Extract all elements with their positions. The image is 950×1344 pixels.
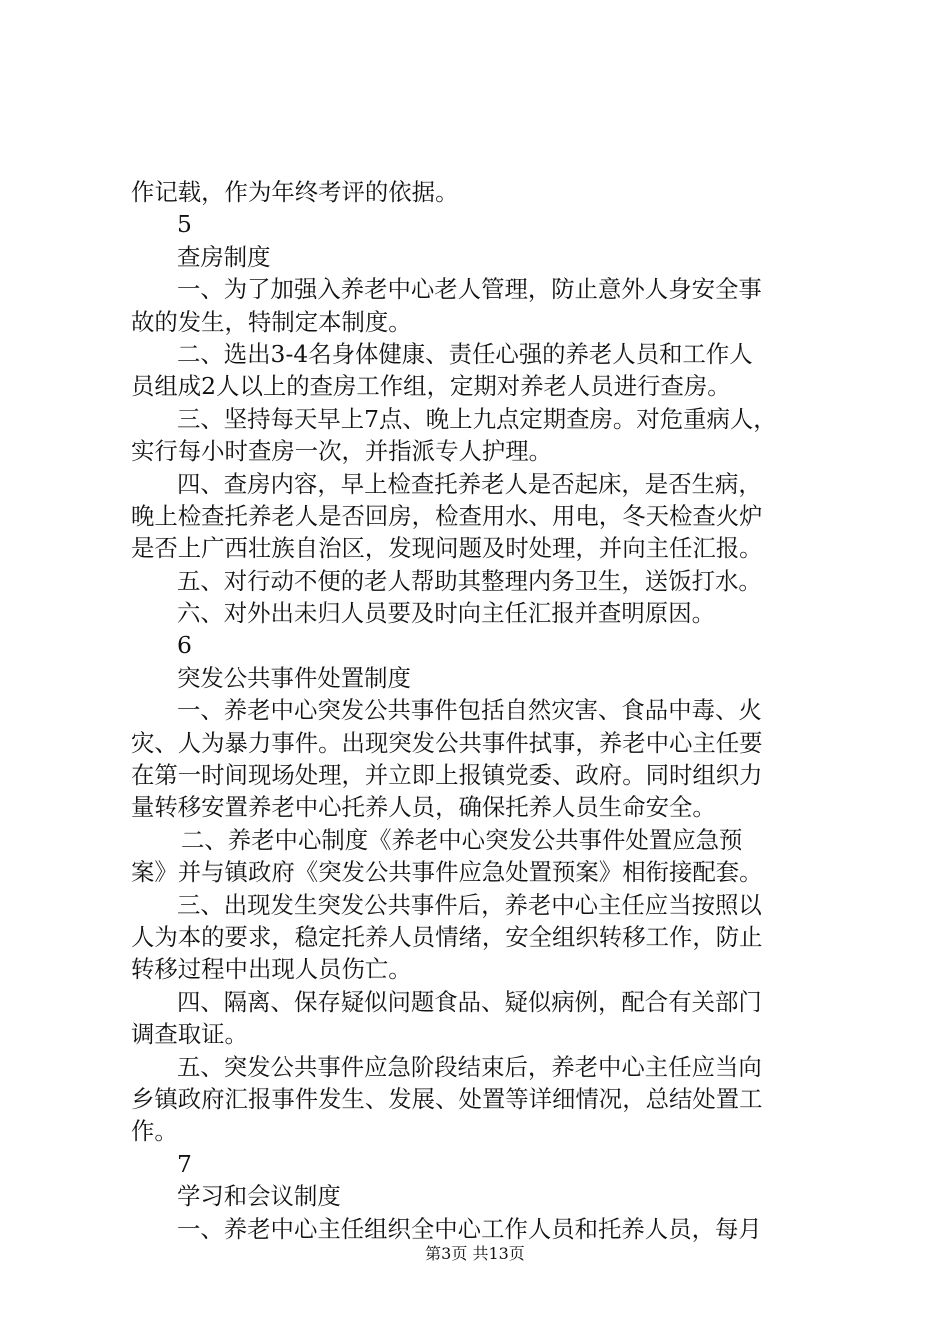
text-line: 人为本的要求，稳定托养人员情绪，安全组织转移工作，防止 (131, 922, 763, 951)
text-line: 量转移安置养老中心托养人员，确保托养人员生命安全。 (131, 793, 716, 822)
section-number: 5 (177, 210, 192, 239)
section-title: 学习和会议制度 (177, 1182, 341, 1211)
text-line: 一、为了加强入养老中心老人管理，防止意外人身安全事 (177, 275, 762, 304)
text-line: 实行每小时查房一次，并指派专人护理。 (131, 437, 553, 466)
text-line: 六、对外出未归人员要及时向主任汇报并查明原因。 (177, 599, 715, 628)
text-line: 员组成2人以上的查房工作组，定期对养老人员进行查房。 (131, 372, 731, 401)
text-line: 二、养老中心制度《养老中心突发公共事件处置应急预 (181, 825, 743, 854)
text-line: 三、坚持每天早上7点、晚上九点定期查房。对危重病人， (177, 404, 777, 433)
section-number: 6 (177, 631, 192, 660)
text-line: 是否上广西壮族自治区，发现问题及时处理，并向主任汇报。 (131, 534, 763, 563)
text-line: 灾、人为暴力事件。出现突发公共事件拭事，养老中心主任要 (131, 728, 763, 757)
text-line: 三、出现发生突发公共事件后，养老中心主任应当按照以 (177, 890, 762, 919)
text-line: 作。 (131, 1117, 178, 1146)
text-line: 在第一时间现场处理，并立即上报镇党委、政府。同时组织力 (131, 761, 763, 790)
text-line: 二、选出3-4名身体健康、责任心强的养老人员和工作人 (177, 339, 753, 368)
page-number-label: 第3页 共13页 (425, 1244, 525, 1263)
text-line: 一、养老中心主任组织全中心工作人员和托养人员，每月 (177, 1214, 762, 1243)
text-line: 四、查房内容，早上检查托养老人是否起床，是否生病， (177, 469, 762, 498)
section-title: 突发公共事件处置制度 (177, 663, 411, 692)
text-line: 转移过程中出现人员伤亡。 (131, 955, 412, 984)
text-line: 晚上检查托养老人是否回房，检查用水、用电，冬天检查火炉 (131, 501, 763, 530)
document-body (131, 176, 851, 1245)
text-line: 五、对行动不便的老人帮助其整理内务卫生，送饭打水。 (177, 566, 762, 595)
text-line: 作记载，作为年终考评的依据。 (131, 178, 459, 206)
text-line: 案》并与镇政府《突发公共事件应急处置预案》相衔接配套。 (131, 858, 763, 887)
text-line: 四、隔离、保存疑似问题食品、疑似病例，配合有关部门 (177, 987, 762, 1016)
section-title: 查房制度 (177, 242, 271, 271)
text-line: 一、养老中心突发公共事件包括自然灾害、食品中毒、火 (177, 696, 762, 725)
text-line: 乡镇政府汇报事件发生、发展、处置等详细情况，总结处置工 (131, 1084, 763, 1113)
text-line: 五、突发公共事件应急阶段结束后，养老中心主任应当向 (177, 1052, 762, 1081)
text-line: 故的发生，特制定本制度。 (131, 307, 412, 336)
section-number: 7 (177, 1149, 192, 1178)
text-line: 调查取证。 (131, 1020, 248, 1049)
page-footer (0, 1243, 950, 1265)
